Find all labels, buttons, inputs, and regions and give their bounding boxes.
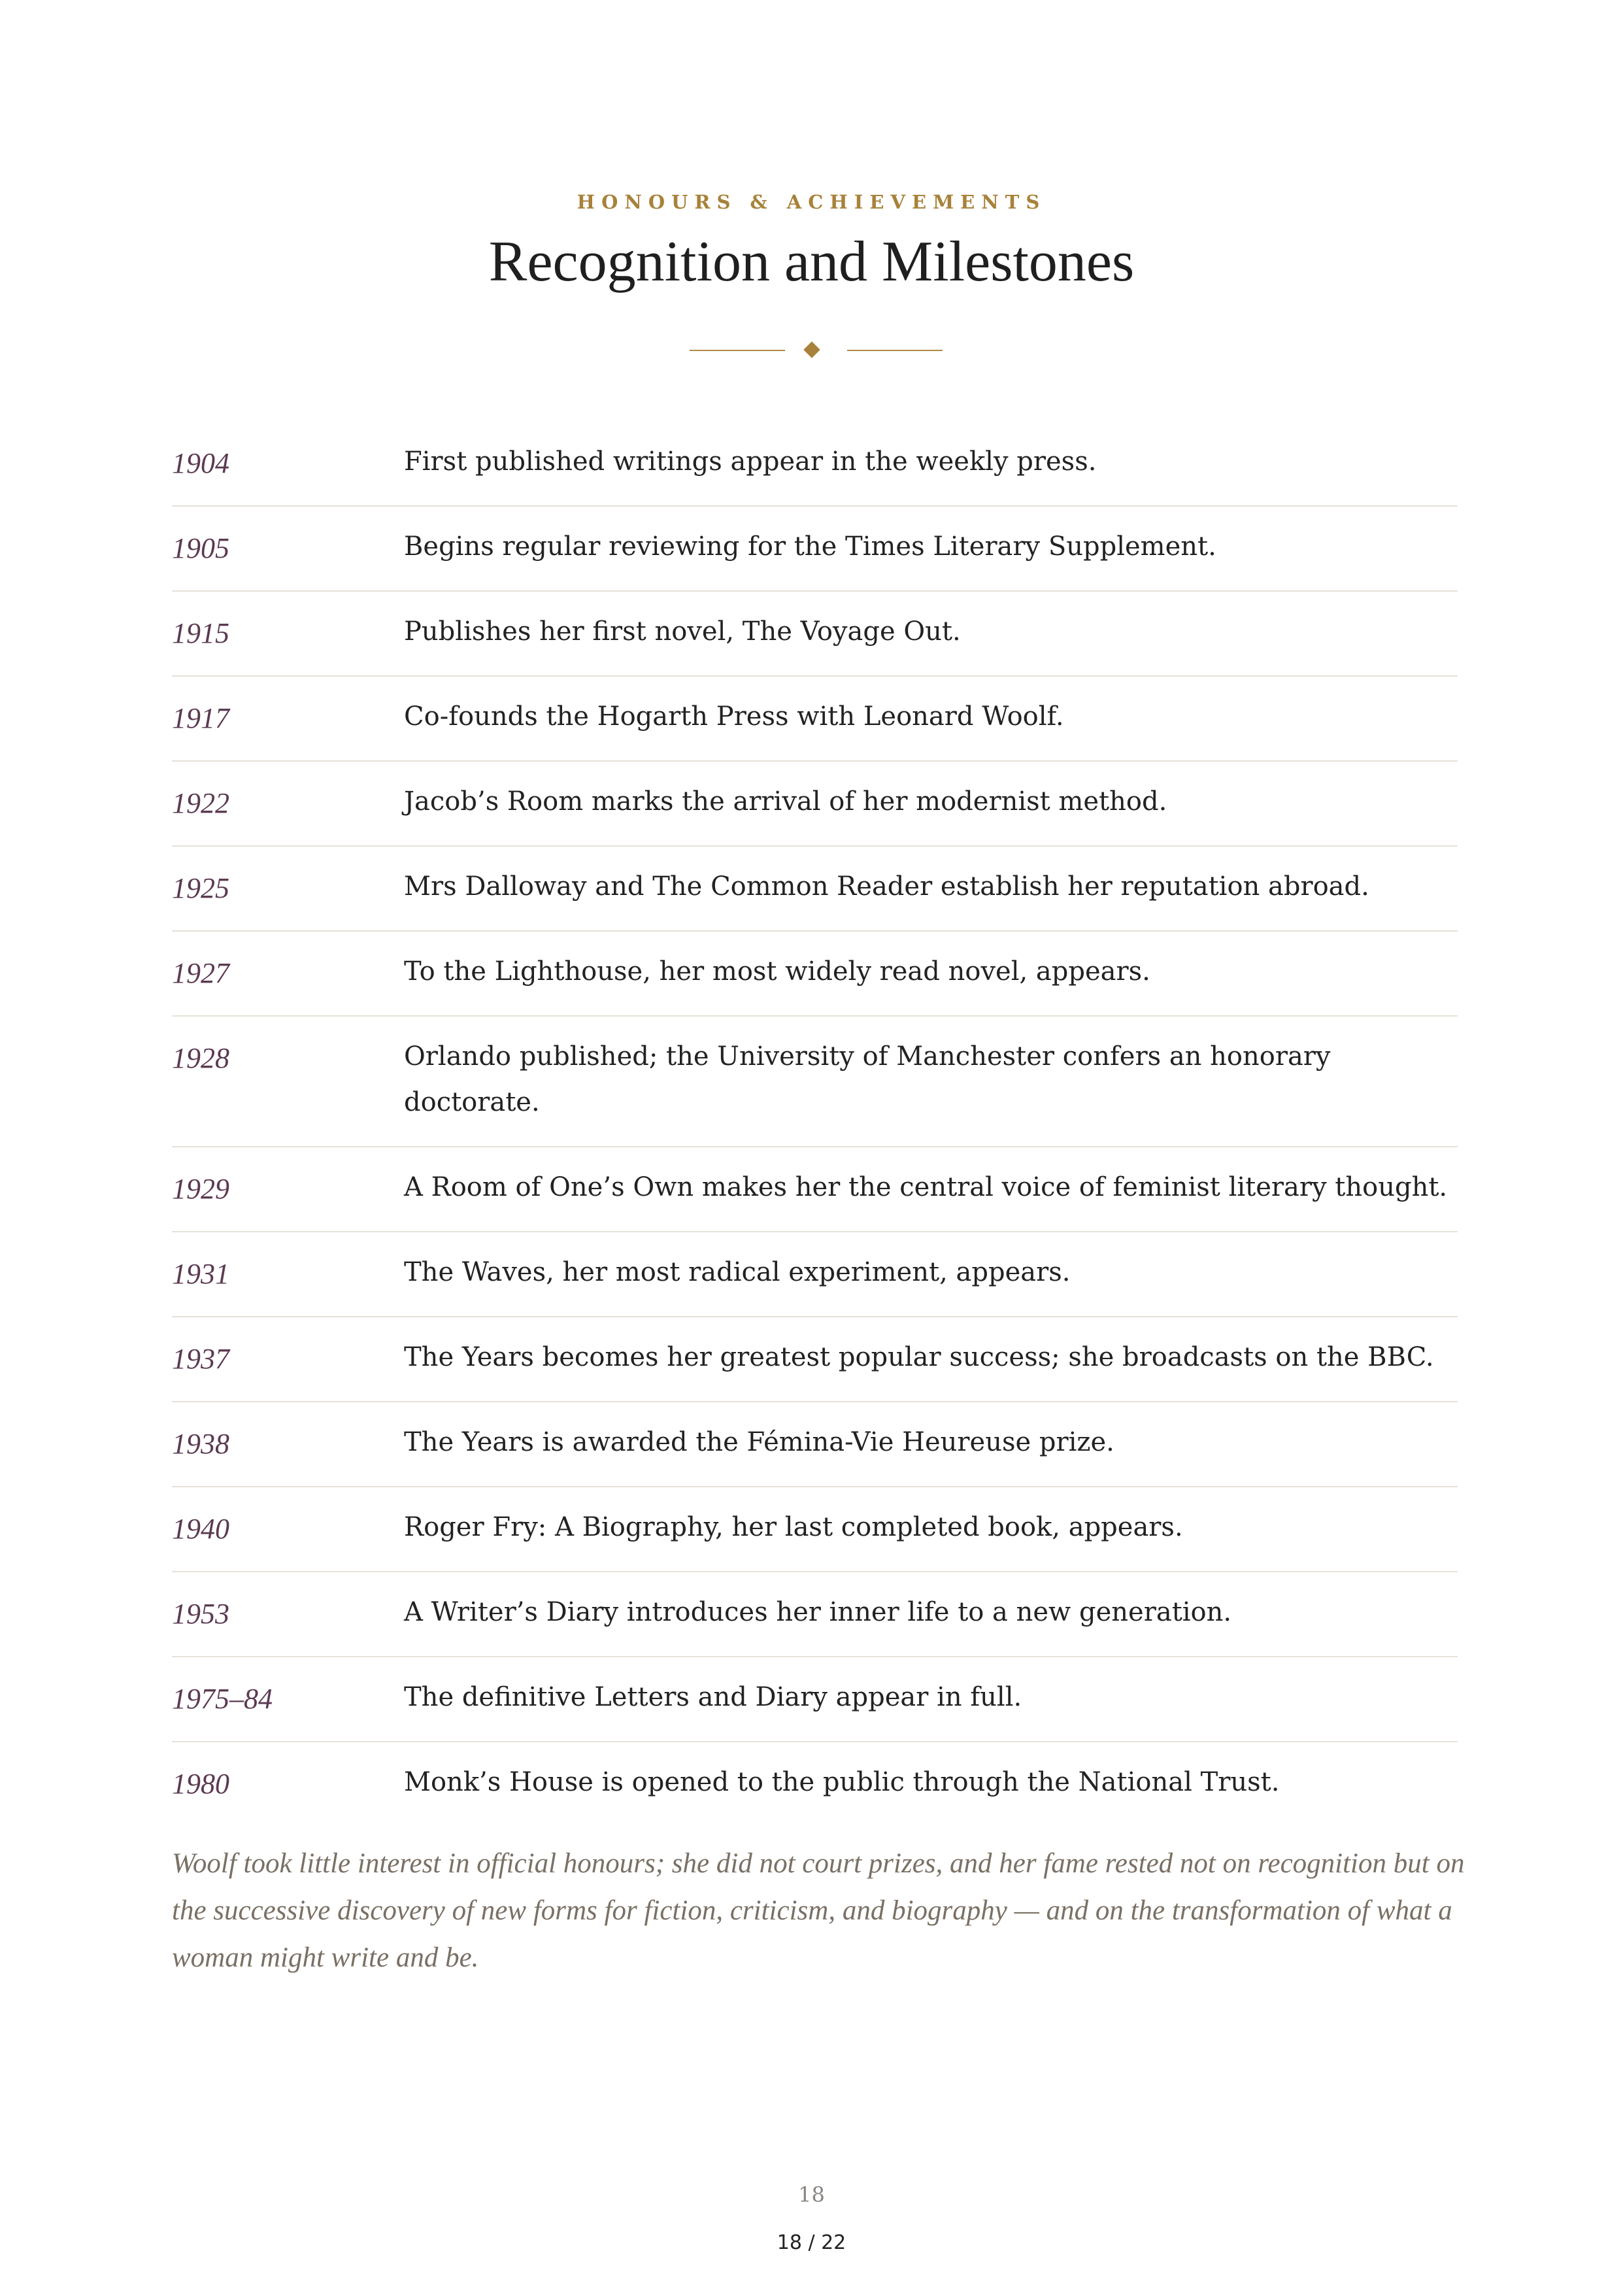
milestone-row [172, 1742, 1458, 1826]
milestone-row [172, 1402, 1458, 1487]
title-ornament [0, 340, 1623, 360]
milestone-year: 1922 [172, 787, 229, 819]
milestone-row [172, 1657, 1458, 1742]
milestone-text: Mrs Dalloway and The Common Reader establish her reputation abroad. [404, 871, 1369, 902]
milestone-year: 1905 [172, 532, 229, 564]
milestone-text: The definitive Letters and Diary appear in full. [404, 1682, 1022, 1712]
milestone-row [172, 507, 1458, 592]
ornament-rule-left [690, 350, 785, 351]
milestone-row [172, 1232, 1458, 1317]
closing-paragraph: Woolf took little interest in official honours; she did not court prizes, and her fame rested not on recognition but on the successive discovery of new forms for fiction, criticism, and biography — and on the transformation of what a woman might write and be. [172, 1848, 1465, 1973]
milestone-year: 1931 [172, 1258, 229, 1290]
milestone-year: 1940 [172, 1513, 229, 1545]
milestone-text: Orlando published; the University of Manchester confers an honorary doctorate. [404, 1041, 1331, 1117]
milestone-year: 1925 [172, 872, 229, 904]
milestone-row [172, 1147, 1458, 1232]
milestone-text: Begins regular reviewing for the Times Literary Supplement. [404, 532, 1216, 562]
page-number: 18 [798, 2182, 825, 2207]
milestone-year: 1928 [172, 1042, 229, 1074]
ornament-rule-right [847, 350, 943, 351]
milestone-row [172, 677, 1458, 762]
milestone-timeline [172, 422, 1458, 1826]
milestone-year: 1904 [172, 447, 229, 479]
milestone-year: 1975–84 [172, 1683, 273, 1715]
milestone-text: Jacob’s Room marks the arrival of her modernist method. [404, 786, 1167, 817]
milestone-text: Roger Fry: A Biography, her last completed book, appears. [404, 1512, 1183, 1542]
milestone-row [172, 1317, 1458, 1402]
milestone-row [172, 932, 1458, 1017]
milestone-text: First published writings appear in the weekly press. [404, 447, 1097, 477]
milestone-year: 1980 [172, 1768, 229, 1800]
milestone-year: 1938 [172, 1428, 229, 1460]
milestone-row [172, 422, 1458, 507]
milestone-text: The Waves, her most radical experiment, appears. [404, 1257, 1071, 1287]
milestone-row [172, 1487, 1458, 1572]
milestone-text: The Years is awarded the Fémina-Vie Heureuse prize. [404, 1427, 1114, 1457]
milestone-row [172, 1017, 1458, 1147]
milestone-text: Monk’s House is opened to the public through the National Trust. [404, 1767, 1280, 1797]
milestone-text: The Years becomes her greatest popular success; she broadcasts on the BBC. [404, 1342, 1434, 1372]
page-count: 18 / 22 [777, 2231, 846, 2254]
milestone-year: 1937 [172, 1343, 229, 1375]
milestone-row [172, 847, 1458, 932]
milestone-year: 1929 [172, 1173, 229, 1205]
milestone-text: To the Lighthouse, her most widely read novel, appears. [404, 956, 1150, 987]
milestone-text: A Writer’s Diary introduces her inner life to a new generation. [404, 1597, 1232, 1627]
milestone-text: A Room of One’s Own makes her the central voice of feminist literary thought. [404, 1172, 1448, 1202]
milestone-text: Publishes her first novel, The Voyage Out. [404, 616, 961, 647]
milestone-year: 1927 [172, 957, 229, 989]
page-title: Recognition and Milestones [488, 230, 1135, 294]
milestone-text: Co-founds the Hogarth Press with Leonard Woolf. [404, 701, 1064, 732]
milestone-year: 1915 [172, 617, 229, 649]
section-eyebrow: HONOURS & ACHIEVEMENTS [577, 191, 1046, 213]
milestone-year: 1917 [172, 702, 229, 734]
milestone-year: 1953 [172, 1598, 229, 1630]
milestone-row [172, 1572, 1458, 1657]
milestone-row [172, 592, 1458, 677]
milestone-row [172, 762, 1458, 847]
diamond-icon [803, 341, 820, 358]
